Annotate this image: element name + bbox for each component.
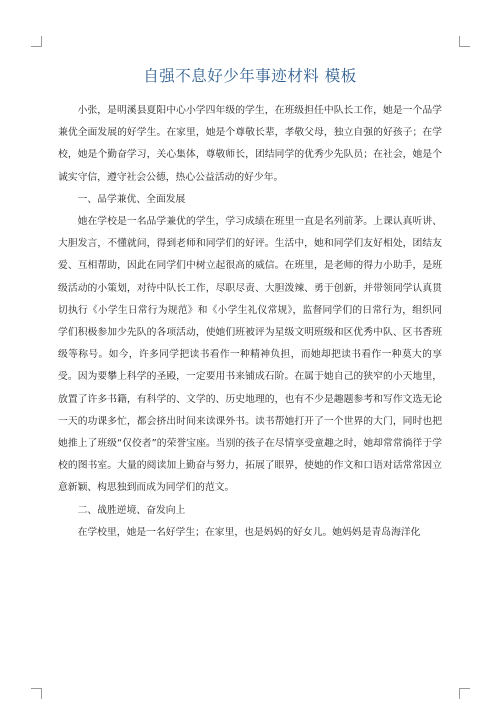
section-heading-1: 一、品学兼优、全面发展 xyxy=(77,193,186,205)
paragraph-section-2: 在学校里，她是一名好学生；在家里，也是妈妈的好女儿。她妈妈是青岛海洋化 xyxy=(77,526,421,538)
crop-mark-top-right xyxy=(459,36,470,47)
document-body xyxy=(58,100,442,544)
paragraph-intro: 小张，是明溪县夏阳中心小学四年级的学生，在班级担任中队长工作，她是一个品学兼优全面发展的好学生。在家里，她是个尊敬长辈，孝敬父母，独立自强的好孩子；在学校，她是个勤奋学习，关心集体，尊敬师长，团结同学的优秀少先队员；在社会，她是个诚实守信，遵守社会公德，热心公益活动的好少年。 xyxy=(58,105,442,183)
crop-mark-bottom-left xyxy=(31,688,42,699)
paragraph-section-1: 她在学校是一名品学兼优的学生，学习成绩在班里一直是名列前茅。上课认真听讲、大胆发言，不懂就问，得到老师和同学们的好评。生活中，她和同学们友好相处，团结友爱、互相帮助，因此在同学们中树立起很高的威信。在班里，是老师的得力小助手，是班级活动的小策划，对待中队长工作，尽职尽责、大胆泼辣、勇于创新，并带领同学认真贯切执行《小学生日常行为规范》和《小学生礼仪常规》，监督同学们的日常行为，组织同学们积极参加少先队的各项活动，使她们班被评为星级文明班级和区优秀中队、区书香班级等称号。如今，许多同学把读书看作一种精神负担，而她却把读书看作一种莫大的享受。因为要攀上科学的圣殿，一定要用书来铺成石阶。在属于她自己的狭窄的小天地里，放置了许多书籍，有科学的、文学的、历史地理的，也有不少是趣题参考和写作文选无论一天的功课多忙，都会挤出时间来读课外书。读书帮她打开了一个世界的大门，同时也把她推上了班级“仅佼者”的荣誉宝座。当别的孩子在尽情享受童趣之时，她却常常徜徉于学校的图书室。大量的阅读加上勤奋与努力，拓展了眼界，使她的作文和口语对话常常因立意新颖、构思独到而成为同学们的范文。 xyxy=(58,216,442,494)
document-title: 自强不息好少年事迹材料 模板 xyxy=(143,67,357,85)
section-heading-2: 二、战胜逆境、奋发向上 xyxy=(77,504,186,516)
crop-mark-top-left xyxy=(31,36,42,47)
crop-mark-bottom-right xyxy=(459,688,470,699)
